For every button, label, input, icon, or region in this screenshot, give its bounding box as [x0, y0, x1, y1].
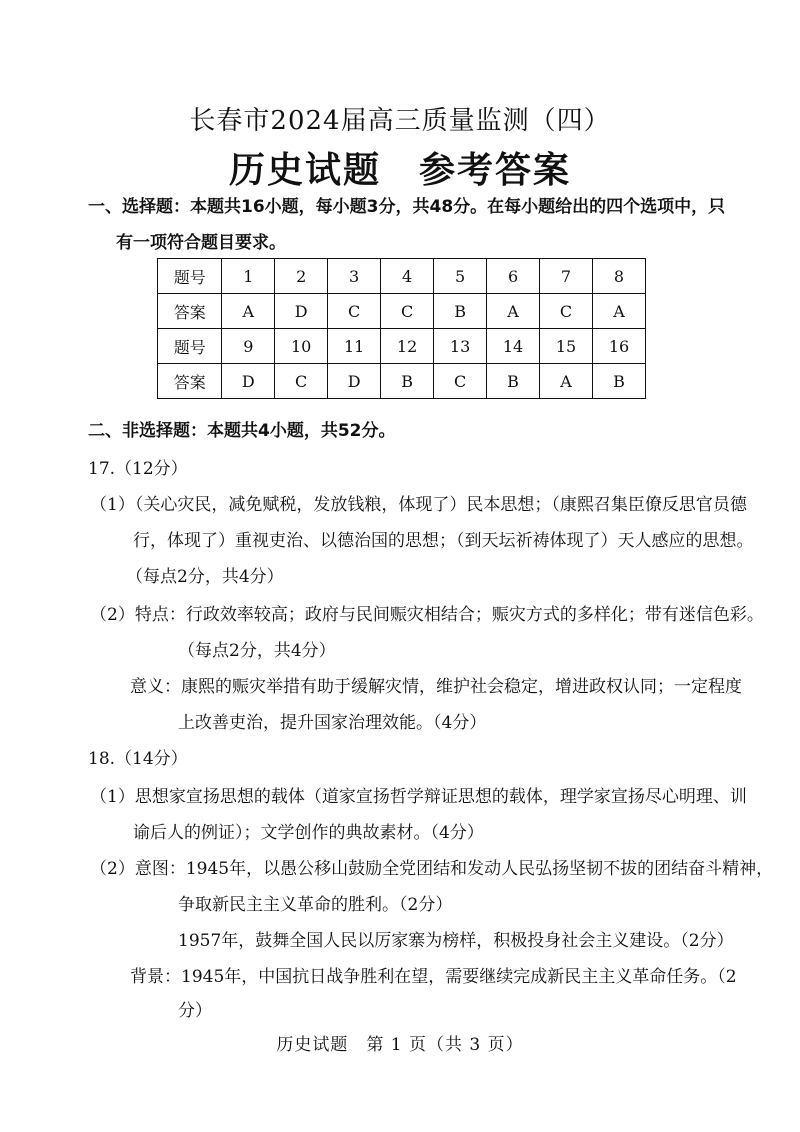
table-cell: C — [328, 294, 381, 329]
q17-p2-line1: （2）特点：行政效率较高；政府与民间赈灾相结合；赈灾方式的多样化；带有迷信色彩。 — [90, 605, 764, 625]
q18-p1-line1: （1）思想家宣扬思想的载体（道家宣扬哲学辩证思想的载体，理学家宣扬尽心明理、训 — [90, 787, 747, 807]
table-cell: 11 — [328, 329, 381, 364]
table-cell: C — [381, 294, 434, 329]
table-cell: D — [222, 364, 275, 399]
table-cell: 16 — [593, 329, 646, 364]
table-cell: 2 — [275, 259, 328, 294]
q18-label: 18.（14分） — [88, 749, 188, 769]
section1-heading-line2: 有一项符合题目要求。 — [116, 233, 286, 253]
table-cell: B — [487, 364, 540, 399]
q18-p2-line2: 争取新民主主义革命的胜利。（2分） — [178, 895, 453, 915]
q17-p1-line1: （1）（关心灾民，减免赋税，发放钱粮，体现了）民本思想；（康熙召集臣僚反思官员德 — [90, 495, 747, 515]
table-cell: A — [487, 294, 540, 329]
table-cell: C — [540, 294, 593, 329]
table-cell: B — [381, 364, 434, 399]
table-cell: 4 — [381, 259, 434, 294]
table-row — [158, 259, 646, 294]
q17-label: 17.（12分） — [88, 459, 188, 479]
answer-table — [157, 258, 646, 399]
q18-p2-line4: 背景：1945年，中国抗日战争胜利在望，需要继续完成新民主主义革命任务。（2 — [130, 967, 737, 987]
table-cell: 14 — [487, 329, 540, 364]
q18-p1-line2: 谕后人的例证）；文学创作的典故素材。（4分） — [133, 823, 484, 843]
q17-p1-line2: 行，体现了）重视吏治、以德治国的思想；（到天坛祈祷体现了）天人感应的思想。 — [133, 531, 754, 551]
page-subtitle: 历史试题 参考答案 — [228, 150, 571, 191]
table-row-header-cell: 题号 — [158, 329, 222, 364]
table-row-header-cell: 答案 — [158, 364, 222, 399]
table-cell: 5 — [434, 259, 487, 294]
q17-p2-line4: 上改善吏治，提升国家治理效能。（4分） — [178, 713, 487, 733]
table-cell: D — [275, 294, 328, 329]
table-row — [158, 364, 646, 399]
page-footer: 历史试题 第 1 页（共 3 页） — [276, 1035, 524, 1055]
page-title: 长春市2024届高三质量监测（四） — [189, 106, 611, 136]
q17-p1-line3: （每点2分，共4分） — [126, 567, 284, 587]
table-cell: 12 — [381, 329, 434, 364]
q17-p2-line3: 意义：康熙的赈灾举措有助于缓解灾情，维护社会稳定，增进政权认同；一定程度 — [130, 677, 742, 697]
table-cell: B — [434, 294, 487, 329]
table-cell: 6 — [487, 259, 540, 294]
table-cell: C — [434, 364, 487, 399]
table-row — [158, 294, 646, 329]
section1-heading-line1: 一、选择题：本题共16小题，每小题3分，共48分。在每小题给出的四个选项中，只 — [88, 197, 726, 217]
table-cell: 8 — [593, 259, 646, 294]
table-cell: 13 — [434, 329, 487, 364]
table-cell: 1 — [222, 259, 275, 294]
table-cell: 10 — [275, 329, 328, 364]
table-cell: 9 — [222, 329, 275, 364]
section2-heading: 二、非选择题：本题共4小题，共52分。 — [88, 421, 396, 441]
table-row-header-cell: 答案 — [158, 294, 222, 329]
table-cell: D — [328, 364, 381, 399]
q18-p2-line1: （2）意图：1945年，以愚公移山鼓励全党团结和发动人民弘扬坚韧不拔的团结奋斗精神， — [90, 859, 774, 879]
table-row-header-cell: 题号 — [158, 259, 222, 294]
q17-p2-line2: （每点2分，共4分） — [178, 641, 336, 661]
table-cell: C — [275, 364, 328, 399]
table-row — [158, 329, 646, 364]
table-cell: A — [593, 294, 646, 329]
q18-p2-line5: 分） — [178, 1001, 212, 1021]
q18-p2-line3: 1957年，鼓舞全国人民以厉家寨为榜样，积极投身社会主义建设。（2分） — [178, 931, 734, 951]
table-cell: A — [540, 364, 593, 399]
table-cell: 3 — [328, 259, 381, 294]
table-cell: 7 — [540, 259, 593, 294]
table-cell: B — [593, 364, 646, 399]
table-cell: 15 — [540, 329, 593, 364]
table-cell: A — [222, 294, 275, 329]
